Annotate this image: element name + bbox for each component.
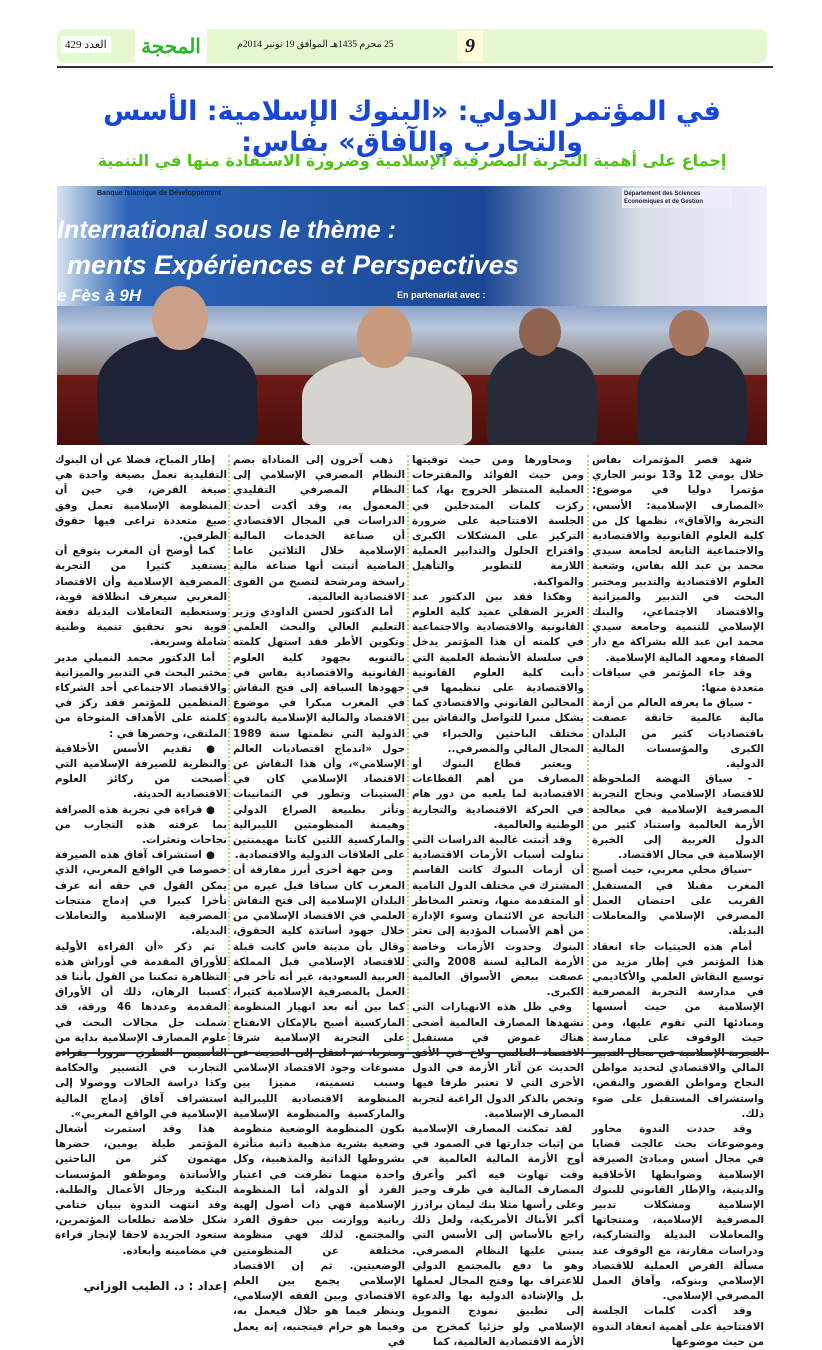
- issue-number: العدد 429: [61, 36, 111, 53]
- speaker-3-head: [519, 308, 561, 356]
- footer-rule: [57, 1052, 769, 1054]
- article-paragraph: شهد قصر المؤتمرات بفاس خلال يومي 12 و13 نونبر الجاري مؤتمرا دوليا في موضوع: «المصارف الإسلامية: الأسس، التجربة والآفاق»، نظمها كل من كلية العلوم القانونية والاقتصادية والاجتماعية التابعة لجامعة سيدي محمد بن عبد الله بفاس، وشعبة العلوم الاقتصادية والتدبير ومختبر البحث في التدبير والميزانية والاقتصاد الاجتماعي، والبنك الإسلامي للتنمية وجامعة سيدي محمد ابن عبد الله بشراكة مع دار الصفاء ومعهد المالية الإسلامية.: [592, 454, 764, 664]
- headline: في المؤتمر الدولي: «البنوك الإسلامية: الأسس والتجارب والآفاق» بفاس:: [103, 96, 721, 158]
- article-paragraph: وقد أكدت كلمات الجلسة الافتتاحية على أهمية انعقاد الندوة من حيث موضوعها: [592, 1305, 764, 1348]
- banner-dept: Département des Sciences Economiques et de Gestion: [622, 188, 732, 208]
- article-paragraph: ذهب آخرون إلى المناداة بضم النظام المصرفي الإسلامي إلى النظام المصرفي التقليدي المعمول به، وقد أكدت أحدث الدراسات في المجال الاقتصادي أن صناعة الخدمات المالية الإسلامية خلال الثلاثين عاما الماضية أثبتت أنها صناعة مالية راسخة ومرشحة لتصبح من القوى الاقتصادية العالمية.: [233, 454, 405, 603]
- issue-date: 25 محرم 1435هـ الموافق 19 نونبر 2014م: [237, 40, 394, 50]
- article-paragraph: أما الدكتور محمد النميلي مدير مختبر البحث في التدبير والميزانية والاقتصاد الاجتماعي أحد الشركاء المنظمين للمؤتمر فقد ركز في كلمته على الأهداف المتوخاة من الملتقى، وحصرها في :: [55, 651, 227, 740]
- column-divider: [587, 455, 589, 1050]
- header-rule: [57, 66, 773, 68]
- article-paragraph: لقد تمكنت المصارف الإسلامية من إثبات جدارتها في الصمود في أوج الأزمة المالية العالمية في وقت تهاوت فيه أكبر وأعرق المصارف المالية في ظرف وجيز وعلى رأسها مثلا بنك ليمان براذرز أكبر الأبناك الأمريكية، ولعل ذلك راجع بالأساس إلى الأسس التي ينبني عليها النظام المصرفي. وهو ما دفع بالمجتمع الدولي للاعتراف بها وفتح المجال لعملها بل والإشادة الدولية بها والدعوة إلى تطبيق نموذج التمويل الإسلامي ولو جزئيا كمخرج من الأزمة الاقتصادية العالمية، كما: [412, 1122, 584, 1348]
- article-paragraph: هذا وقد استمرت أشغال المؤتمر طيلة يومين، حضرها مهتمون كثر من الباحثين والأساتذة وموظفو المؤسسات البنكية ورجال الأعمال والطلبة. وقد انتهت الندوة ببيان ختامي شكل خلاصة تطلعات المؤتمرين، ستعود الجريدة لاحقا لإنجاز قراءة في مضامينه وأبعاده.: [55, 1122, 227, 1257]
- banner-line1: International sous le thème :: [57, 216, 396, 244]
- speaker-2-head: [357, 306, 412, 368]
- article-paragraph: - سياق ما يعرفه العالم من أزمة مالية عالمية خانقة عصفت باقتصاديات كثير من البلدان الكبرى والمؤسسات المالية الدولية.: [592, 697, 764, 771]
- speaker-1-head: [152, 286, 208, 350]
- article-paragraph: وقد جاء المؤتمر في سياقات متعددة منها:: [592, 666, 764, 695]
- column-divider: [228, 455, 230, 1050]
- article-column-3: [233, 453, 405, 1348]
- article-paragraph: ● تقديم الأسس الأخلاقية والنظرية للصيرفة الإسلامية التي أصبحت من ركائز العلوم الاقتصادية الحديثة.: [55, 742, 227, 801]
- conference-photo: [57, 186, 767, 445]
- article-paragraph: ثم ذكر «أن القراءة الأولية للأوراق المقدمة في أوراش هذه التظاهرة تمكننا من القول بأننا قد كسبنا الرهان، ذلك أن الأوراق المقدمة وعددها 46 ورقة، قد شملت جل مجالات البحث في علوم المصارف الإسلامية بداية من التأسيس النظري مرورا بقراءة التجارب في التسيير والحكامة وكذا دراسة الحالات ووصولا إلى استشراف آفاق إدماج المالية الإسلامية في الواقع المغربي».: [55, 940, 227, 1120]
- article-paragraph: وقد حددت الندوة محاور وموضوعات بحث عالجت قضايا في مجال أسس ومبادئ الصيرفة الإسلامية وضوابطها الأخلاقية والدينية، والإطار القانوني للبنوك الإسلامية ومشكلات تدبير المصرفية الإسلامية، ومنتجاتها والمعاملات البديلة والتشاركية، ودراسات مقارنة، مع الوقوف عند مسألة الفرص العملية للاقتصاد الإسلامي وبنوكه، وآفاق العمل المصرفي الإسلامي.: [592, 1122, 764, 1303]
- speaker-4: [637, 346, 747, 445]
- article-column-1: [592, 453, 764, 1348]
- article-paragraph: وقد أثبتت غالبية الدراسات التي تناولت أسباب الأزمات الاقتصادية أن أزمات البنوك كانت القاسم المشترك في مختلف الدول النامية أو المتقدمة منها، وتعتبر المخاطر الناتجة عن الائتمان وسوء الإدارة من أهم الأسباب المؤدية إلى تعثر البنوك وحدوث الأزمات وخاصة الأزمة المالية لسنة 2008 والتي عصفت ببعض الأسواق العالمية الكبرى.: [412, 834, 584, 999]
- banner-bank: Banque Islamique de Développement: [97, 190, 222, 197]
- banner-line3: e Fès à 9H: [57, 286, 142, 305]
- article-paragraph: أمام هذه الحيثيات جاء انعقاد هذا المؤتمر في إطار مزيد من توسيع النقاش العلمي والأكاديمي في مدارسة التجربة المصرفية الإسلامية من حيث أسسها ومبادئها التي تقوم عليها، ومن حيث الوقوف على ممارسة التجربة الإسلامية في مجال التدبير المالي والاقتصادي لتحديد مواطن النجاح ومواطن القصور والنقص، واستشراف المستقبل على ضوء ذلك.: [592, 940, 764, 1120]
- article-paragraph: إطار المباح، فضلا عن أن البنوك التقليدية تعمل بصيغة واحدة هي صيغة القرض، في حين أن المنظومة الإسلامية تعمل وفق صيغ متعددة تراعى فيها حقوق الطرفين.: [55, 454, 227, 543]
- article-paragraph: أما الدكتور لحسن الداودي وزير التعليم العالي والبحث العلمي وتكوين الأطر فقد استهل كلمته بالتنويه بجهود كلية العلوم القانونية والاقتصادية بفاس في جهودها السباقة إلى فتح النقاش في المغرب مبكرا في موضوع الاقتصاد والمالية الإسلامية بالندوة الدولية التي نظمتها سنة 1989 حول «اندماج اقتصاديات العالم الإسلامي»، وأن هذا النقاش عن الاقتصاد الإسلامي كان في الستينات وتطور في الثمانينات وتأثر بطبيعة الصراع الدولي وهيمنة المنظومتين الليبرالية والماركسية اللتين كانتا مهيمنتين على العلاقات الدولية والاقتصادية.: [233, 606, 405, 862]
- author-byline: إعداد : د. الطيب الوزاني: [83, 1278, 227, 1293]
- speaker-4-head: [669, 310, 709, 356]
- page-header: [57, 29, 767, 63]
- speaker-1: [97, 336, 257, 445]
- article-paragraph: ويعتبر قطاع البنوك أو المصارف من أهم القطاعات الاقتصادية لما يلعبه من دور هام في الحركة الاقتصادية والتجارية الوطنية والعالمية.: [412, 758, 584, 831]
- banner-partner: En partenariat avec :: [397, 290, 486, 300]
- article-column-2: [412, 453, 584, 1348]
- page-number: 9: [457, 31, 483, 61]
- article-paragraph: ومحاورها ومن حيث توقيتها ومن حيث الفوائد والمقترحات العملية المنتظر الخروج بها، كما ركزت كلمات المتدخلين في الجلسة الافتتاحية على ضرورة التركيز على المشكلات الكبرى واقتراح الحلول والتدابير العملية اللازمة للتطوير والتأهيل والمواكبة.: [412, 454, 584, 588]
- article-paragraph: - سياق النهضة الملحوظة للاقتصاد الإسلامي ونجاح التجربة المصرفية الإسلامية في معالجة الأزمة العالمية واستناد كثير من الدول الغربية إلى الخبرة الإسلامية في مجال الاقتصاد.: [592, 773, 764, 862]
- subheadline: إجماع على أهمية التجربة المصرفية الإسلامية وضرورة الاستفادة منها في التنمية: [97, 151, 727, 170]
- article-column-4: [55, 453, 227, 1293]
- article-paragraph: -سياق محلي مغربي، حيث أصبح المغرب مقبلا في المستقبل القريب على احتضان العمل المصرفي الإسلامي والمعاملات البديلة.: [592, 864, 764, 938]
- speaker-2: [302, 356, 472, 445]
- article-paragraph: وفي ظل هذه الانهيارات التي تشهدها المصارف العالمية أضحى هناك غموض في مستقبل الاقتصاد العالمي ولاح في الأفق الحديث عن آثار الأزمة في الدول الأخرى التي لا تعتبر طرفا فيها وتخص بالذكر الدول الراغبة لتجربة المصارف الإسلامية.: [412, 1001, 584, 1120]
- article-paragraph: ومن جهة أخرى أبرز مفارقة أن المغرب كان سباقا قبل غيره من البلدان الإسلامية إلى فتح النقاش العلمي في الاقتصاد الإسلامي من خلال جهود أساتذة كلية الحقوق، وقال بأن مدينة فاس كانت قبلة للاقتصاد الإسلامي قبل المملكة العربية السعودية، غير أنه تأخر في العمل بالمصرفية الإسلامية كثيرا، كما بين أنه بعد انهيار المنظومة الماركسية أصبح بالإمكان الانفتاح على التجربة الإسلامية شرقا ومغربا، ثم انتقل إلى الحديث عن مسوغات وجود الاقتصاد الإسلامي وسبب تسميته، مميزا بين المنظومة الاقتصادية الليبرالية والماركسية والمنظومة الإسلامية بكون المنظومة الوضعية منظومة وضعية بشرية مذهبية ذاتية متأثرة بشروطها الذاتية والمذهبية، وكل واحدة منهما تطرفت في اعتبار الفرد أو الدولة، أما المنظومة الإسلامية فهي ذات أصول إلهية ربانية ووازنت بين حقوق الفرد والمجتمع. لذلك فهي منظومة مختلفة عن المنظومتين الوضعيتين. ثم إن الاقتصاد الإسلامي يجمع بين العلم الاقتصادي وبين الفقه الإسلامي، وينظر فيما هو حلال فيعمل به، وفيما هو حرام فيتجنبه، إنه يعمل في: [233, 864, 405, 1348]
- article-paragraph: وهكذا فقد بين الدكتور عبد العزيز الصقلي عميد كلية العلوم القانونية والاقتصادية والاجتماعية في كلمته أن هذا المؤتمر يدخل في سلسلة الأنشطة العلمية التي دأبت كلية العلوم القانونية والاقتصادية على تنظيمها في المجالين القانوني والاقتصادي كما يشكل منبرا للتواصل والنقاش بين مختلف الباحثين والخبراء في المجال المالي والمصرفي..: [412, 590, 584, 755]
- column-divider: [407, 455, 409, 1050]
- article-paragraph: ● قراءة في تجربة هذه الصرافة بما عرفته هذه التجارب من نجاحات وتعثرات.: [55, 803, 227, 847]
- article-paragraph: ● استشراف آفاق هذه الصيرفة خصوصا في الواقع المغربي، الذي يمكن القول في حقه أنه عرف تأخرا كبيرا في إدماج منتجات المصرفية الإسلامية والتعاملات البديلة.: [55, 849, 227, 938]
- banner-line2: ments Expériences et Perspectives: [67, 250, 519, 280]
- speaker-3: [487, 346, 597, 445]
- newspaper-logo: المحجة: [135, 29, 207, 63]
- article-paragraph: كما أوضح أن المغرب يتوقع أن يستفيد كثيرا من التجربة المصرفية الإسلامية وأن الاقتصاد المغربي سيعرف انطلاقة قوية، وستعطيه التعاملات البديلة دفعة قوية نحو تحقيق تنمية وطنية شاملة وسريعة.: [55, 545, 227, 649]
